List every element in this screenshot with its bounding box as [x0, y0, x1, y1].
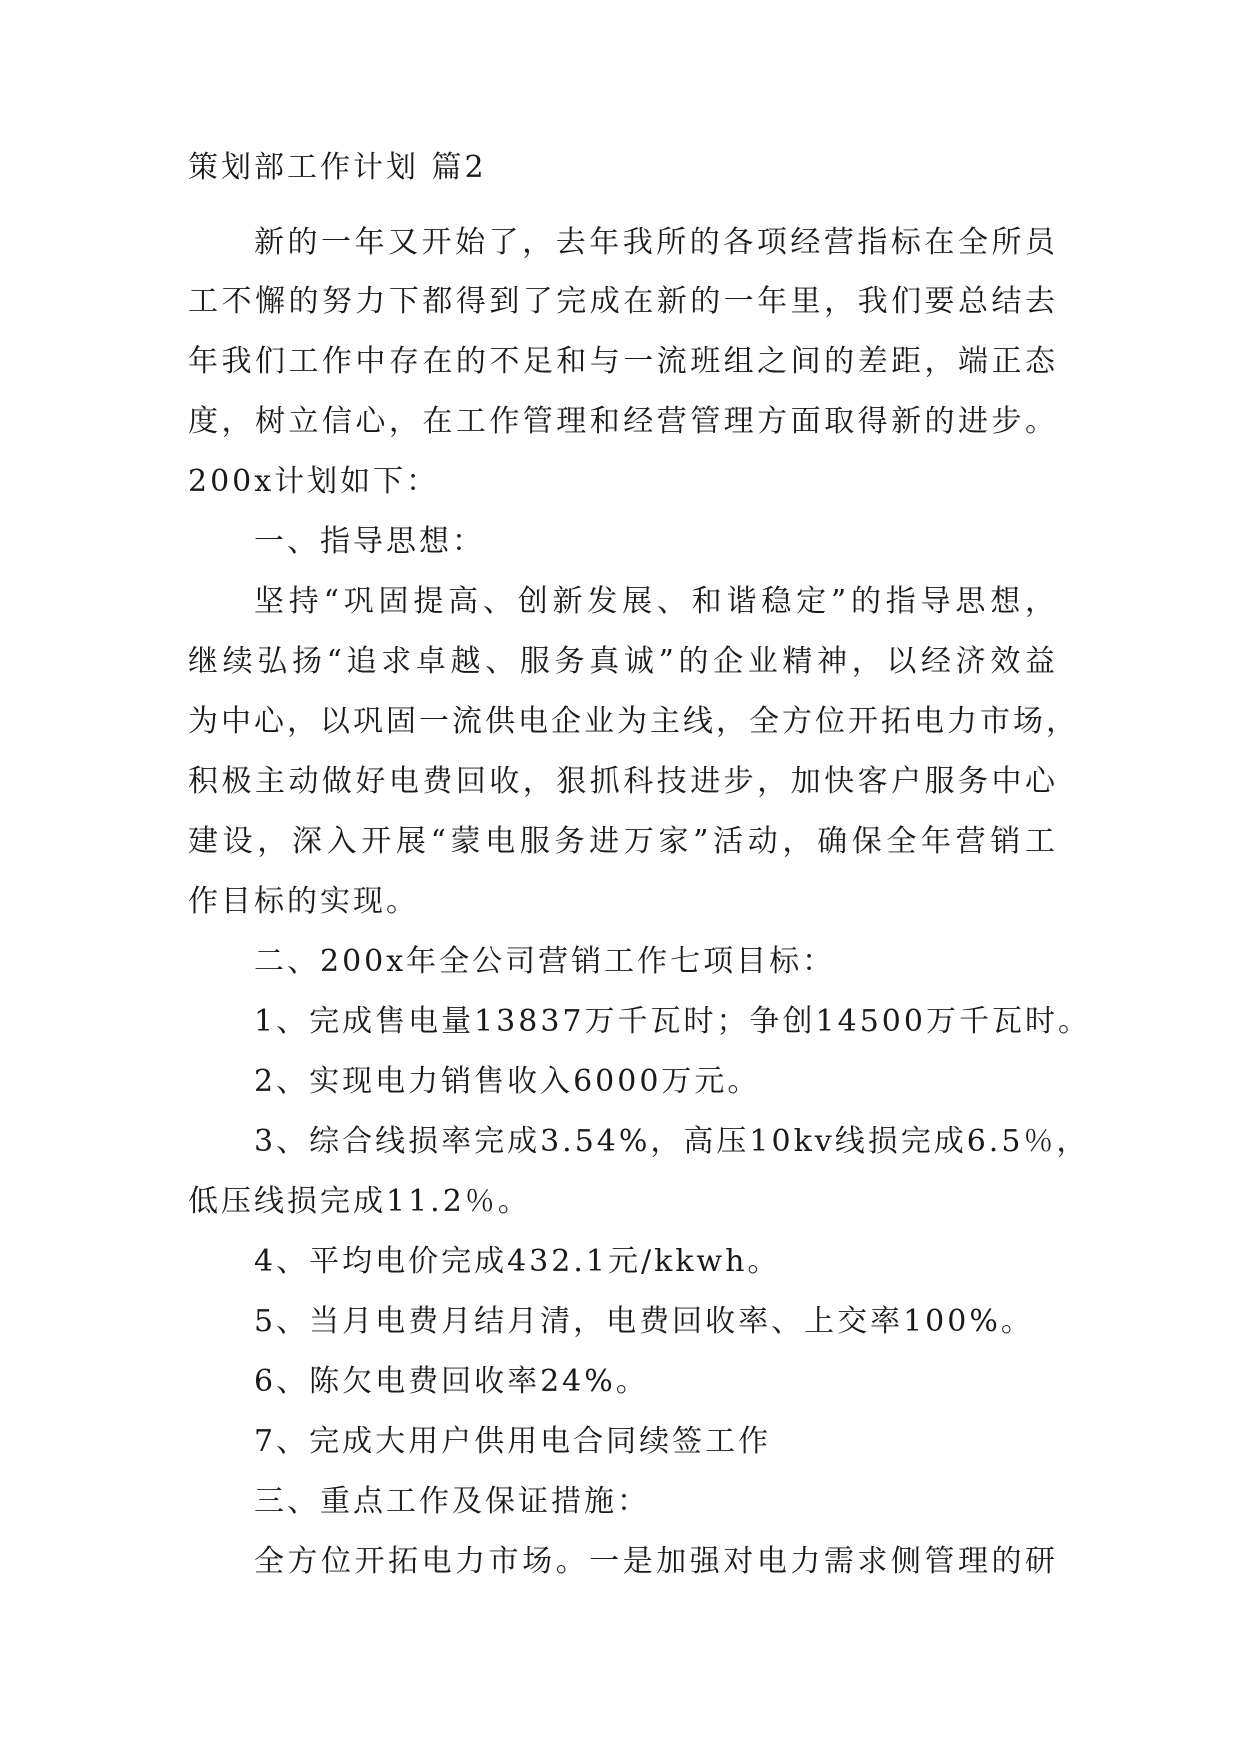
list-item: 5、当月电费月结月清，电费回收率、上交率100%。	[254, 1304, 1034, 1339]
list-item: 4、平均电价完成432.1元/kkwh。	[254, 1244, 781, 1279]
section-heading: 三、重点工作及保证措施：	[254, 1484, 650, 1519]
paragraph-line: 建设，深入开展“蒙电服务进万家”活动，确保全年营销工	[188, 824, 1058, 859]
section-heading: 一、指导思想：	[254, 524, 485, 559]
paragraph-line: 度，树立信心，在工作管理和经营管理方面取得新的进步。	[188, 404, 1058, 439]
paragraph-line: 为中心，以巩固一流供电企业为主线，全方位开拓电力市场，	[188, 704, 1079, 739]
paragraph-line: 200x计划如下：	[188, 464, 440, 499]
list-item: 3、综合线损率完成3.54%，高压10kv线损完成6.5％，	[254, 1124, 1090, 1159]
list-item-continuation: 低压线损完成11.2％。	[188, 1184, 531, 1219]
list-item: 1、完成售电量13837万千瓦时；争创14500万千瓦时。	[254, 1004, 1091, 1039]
section-heading: 二、200x年全公司营销工作七项目标：	[254, 944, 836, 979]
paragraph-line: 继续弘扬“追求卓越、服务真诚”的企业精神，以经济效益	[188, 644, 1058, 679]
paragraph-line: 年我们工作中存在的不足和与一流班组之间的差距，端正态	[188, 344, 1058, 379]
document-title: 策划部工作计划 篇2	[188, 150, 487, 185]
paragraph-line: 全方位开拓电力市场。一是加强对电力需求侧管理的研	[254, 1544, 1058, 1579]
paragraph-line: 积极主动做好电费回收，狠抓科技进步，加快客户服务中心	[188, 764, 1058, 799]
paragraph-line: 工不懈的努力下都得到了完成在新的一年里，我们要总结去	[188, 284, 1058, 319]
paragraph-line: 作目标的实现。	[188, 884, 419, 919]
paragraph-line: 坚持“巩固提高、创新发展、和谐稳定”的指导思想，	[254, 584, 1058, 619]
list-item: 7、完成大用户供用电合同续签工作	[254, 1424, 772, 1459]
list-item: 6、陈欠电费回收率24%。	[254, 1364, 649, 1399]
paragraph-line: 新的一年又开始了，去年我所的各项经营指标在全所员	[254, 225, 1058, 260]
list-item: 2、实现电力销售收入6000万元。	[254, 1064, 761, 1099]
